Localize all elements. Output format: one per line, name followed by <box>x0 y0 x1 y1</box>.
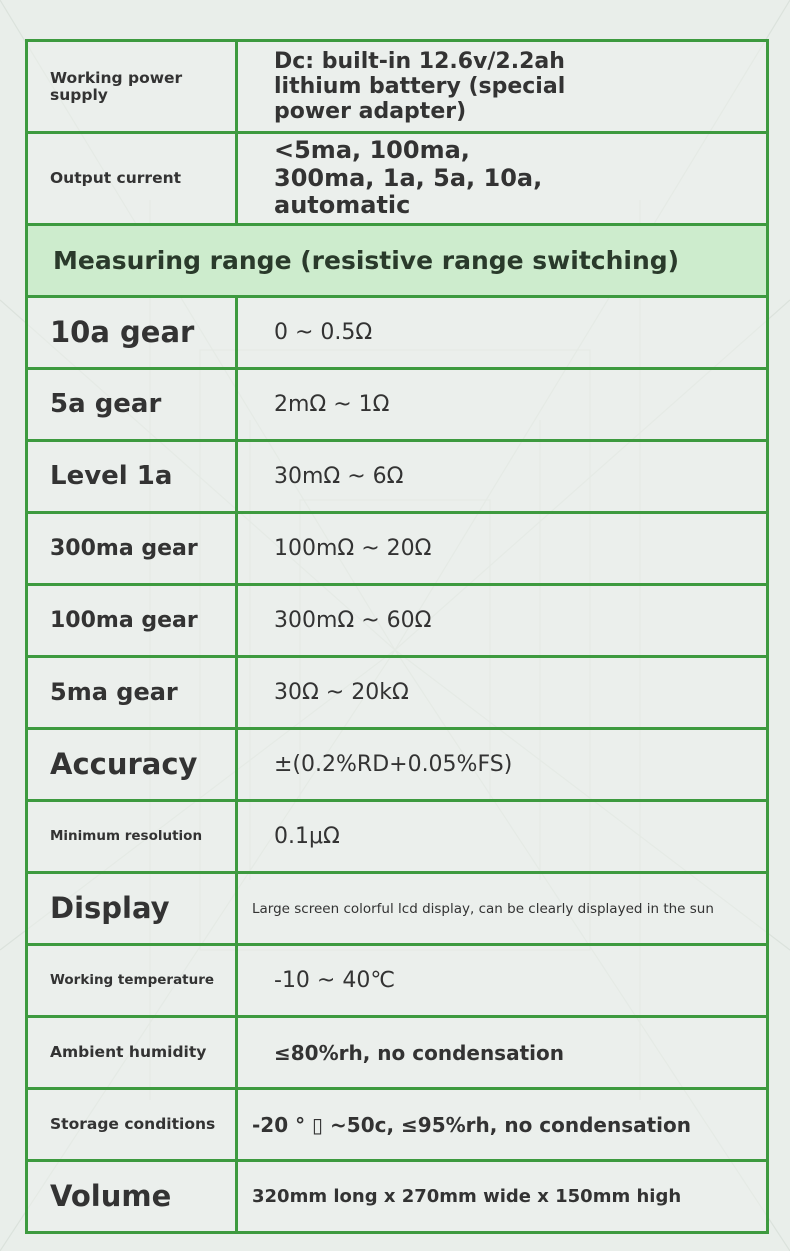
gear-100ma-label: 100ma gear <box>27 585 237 657</box>
table-row-section-header <box>27 225 768 297</box>
measuring-range-heading: Measuring range (resistive range switching) <box>27 225 768 297</box>
table-row-10a-gear <box>27 297 768 369</box>
table-row-5a-gear <box>27 369 768 441</box>
table-row-storage-conditions <box>27 1089 768 1161</box>
min-resolution-label: Minimum resolution <box>27 801 237 873</box>
table-row-power-supply <box>27 41 768 133</box>
gear-5ma-value: 30Ω ~ 20kΩ <box>237 657 768 729</box>
output-current-label: Output current <box>27 133 237 225</box>
volume-value: 320mm long x 270mm wide x 150mm high <box>237 1161 768 1233</box>
volume-label: Volume <box>27 1161 237 1233</box>
accuracy-value: ±(0.2%RD+0.05%FS) <box>237 729 768 801</box>
table-row-level-1a <box>27 441 768 513</box>
output-current-value: <5ma, 100ma, 300ma, 1a, 5a, 10a, automatic <box>237 133 768 225</box>
table-row-display <box>27 873 768 945</box>
ambient-humidity-value: ≤80%rh, no condensation <box>237 1017 768 1089</box>
working-temperature-value: -10 ~ 40℃ <box>237 945 768 1017</box>
table-row-volume <box>27 1161 768 1233</box>
gear-5ma-label: 5ma gear <box>27 657 237 729</box>
table-row-100ma-gear <box>27 585 768 657</box>
gear-300ma-value: 100mΩ ~ 20Ω <box>237 513 768 585</box>
gear-5a-value: 2mΩ ~ 1Ω <box>237 369 768 441</box>
table-row-ambient-humidity <box>27 1017 768 1089</box>
table-row-accuracy <box>27 729 768 801</box>
storage-conditions-value: -20 ° ▯ ~50c, ≤95%rh, no condensation <box>237 1089 768 1161</box>
level-1a-value: 30mΩ ~ 6Ω <box>237 441 768 513</box>
accuracy-label: Accuracy <box>27 729 237 801</box>
display-label: Display <box>27 873 237 945</box>
table-row-5ma-gear <box>27 657 768 729</box>
gear-10a-value: 0 ~ 0.5Ω <box>237 297 768 369</box>
table-row-working-temperature <box>27 945 768 1017</box>
min-resolution-value: 0.1μΩ <box>237 801 768 873</box>
storage-conditions-label: Storage conditions <box>27 1089 237 1161</box>
table-row-300ma-gear <box>27 513 768 585</box>
gear-10a-label: 10a gear <box>27 297 237 369</box>
gear-300ma-label: 300ma gear <box>27 513 237 585</box>
power-supply-label: Working power supply <box>27 41 237 133</box>
gear-100ma-value: 300mΩ ~ 60Ω <box>237 585 768 657</box>
power-supply-value: Dc: built-in 12.6v/2.2ah lithium battery (special power adapter) <box>237 41 768 133</box>
display-value: Large screen colorful lcd display, can be clearly displayed in the sun <box>237 873 768 945</box>
spec-table <box>25 39 769 1234</box>
gear-5a-label: 5a gear <box>27 369 237 441</box>
table-row-output-current <box>27 133 768 225</box>
level-1a-label: Level 1a <box>27 441 237 513</box>
working-temperature-label: Working temperature <box>27 945 237 1017</box>
table-row-min-resolution <box>27 801 768 873</box>
ambient-humidity-label: Ambient humidity <box>27 1017 237 1089</box>
